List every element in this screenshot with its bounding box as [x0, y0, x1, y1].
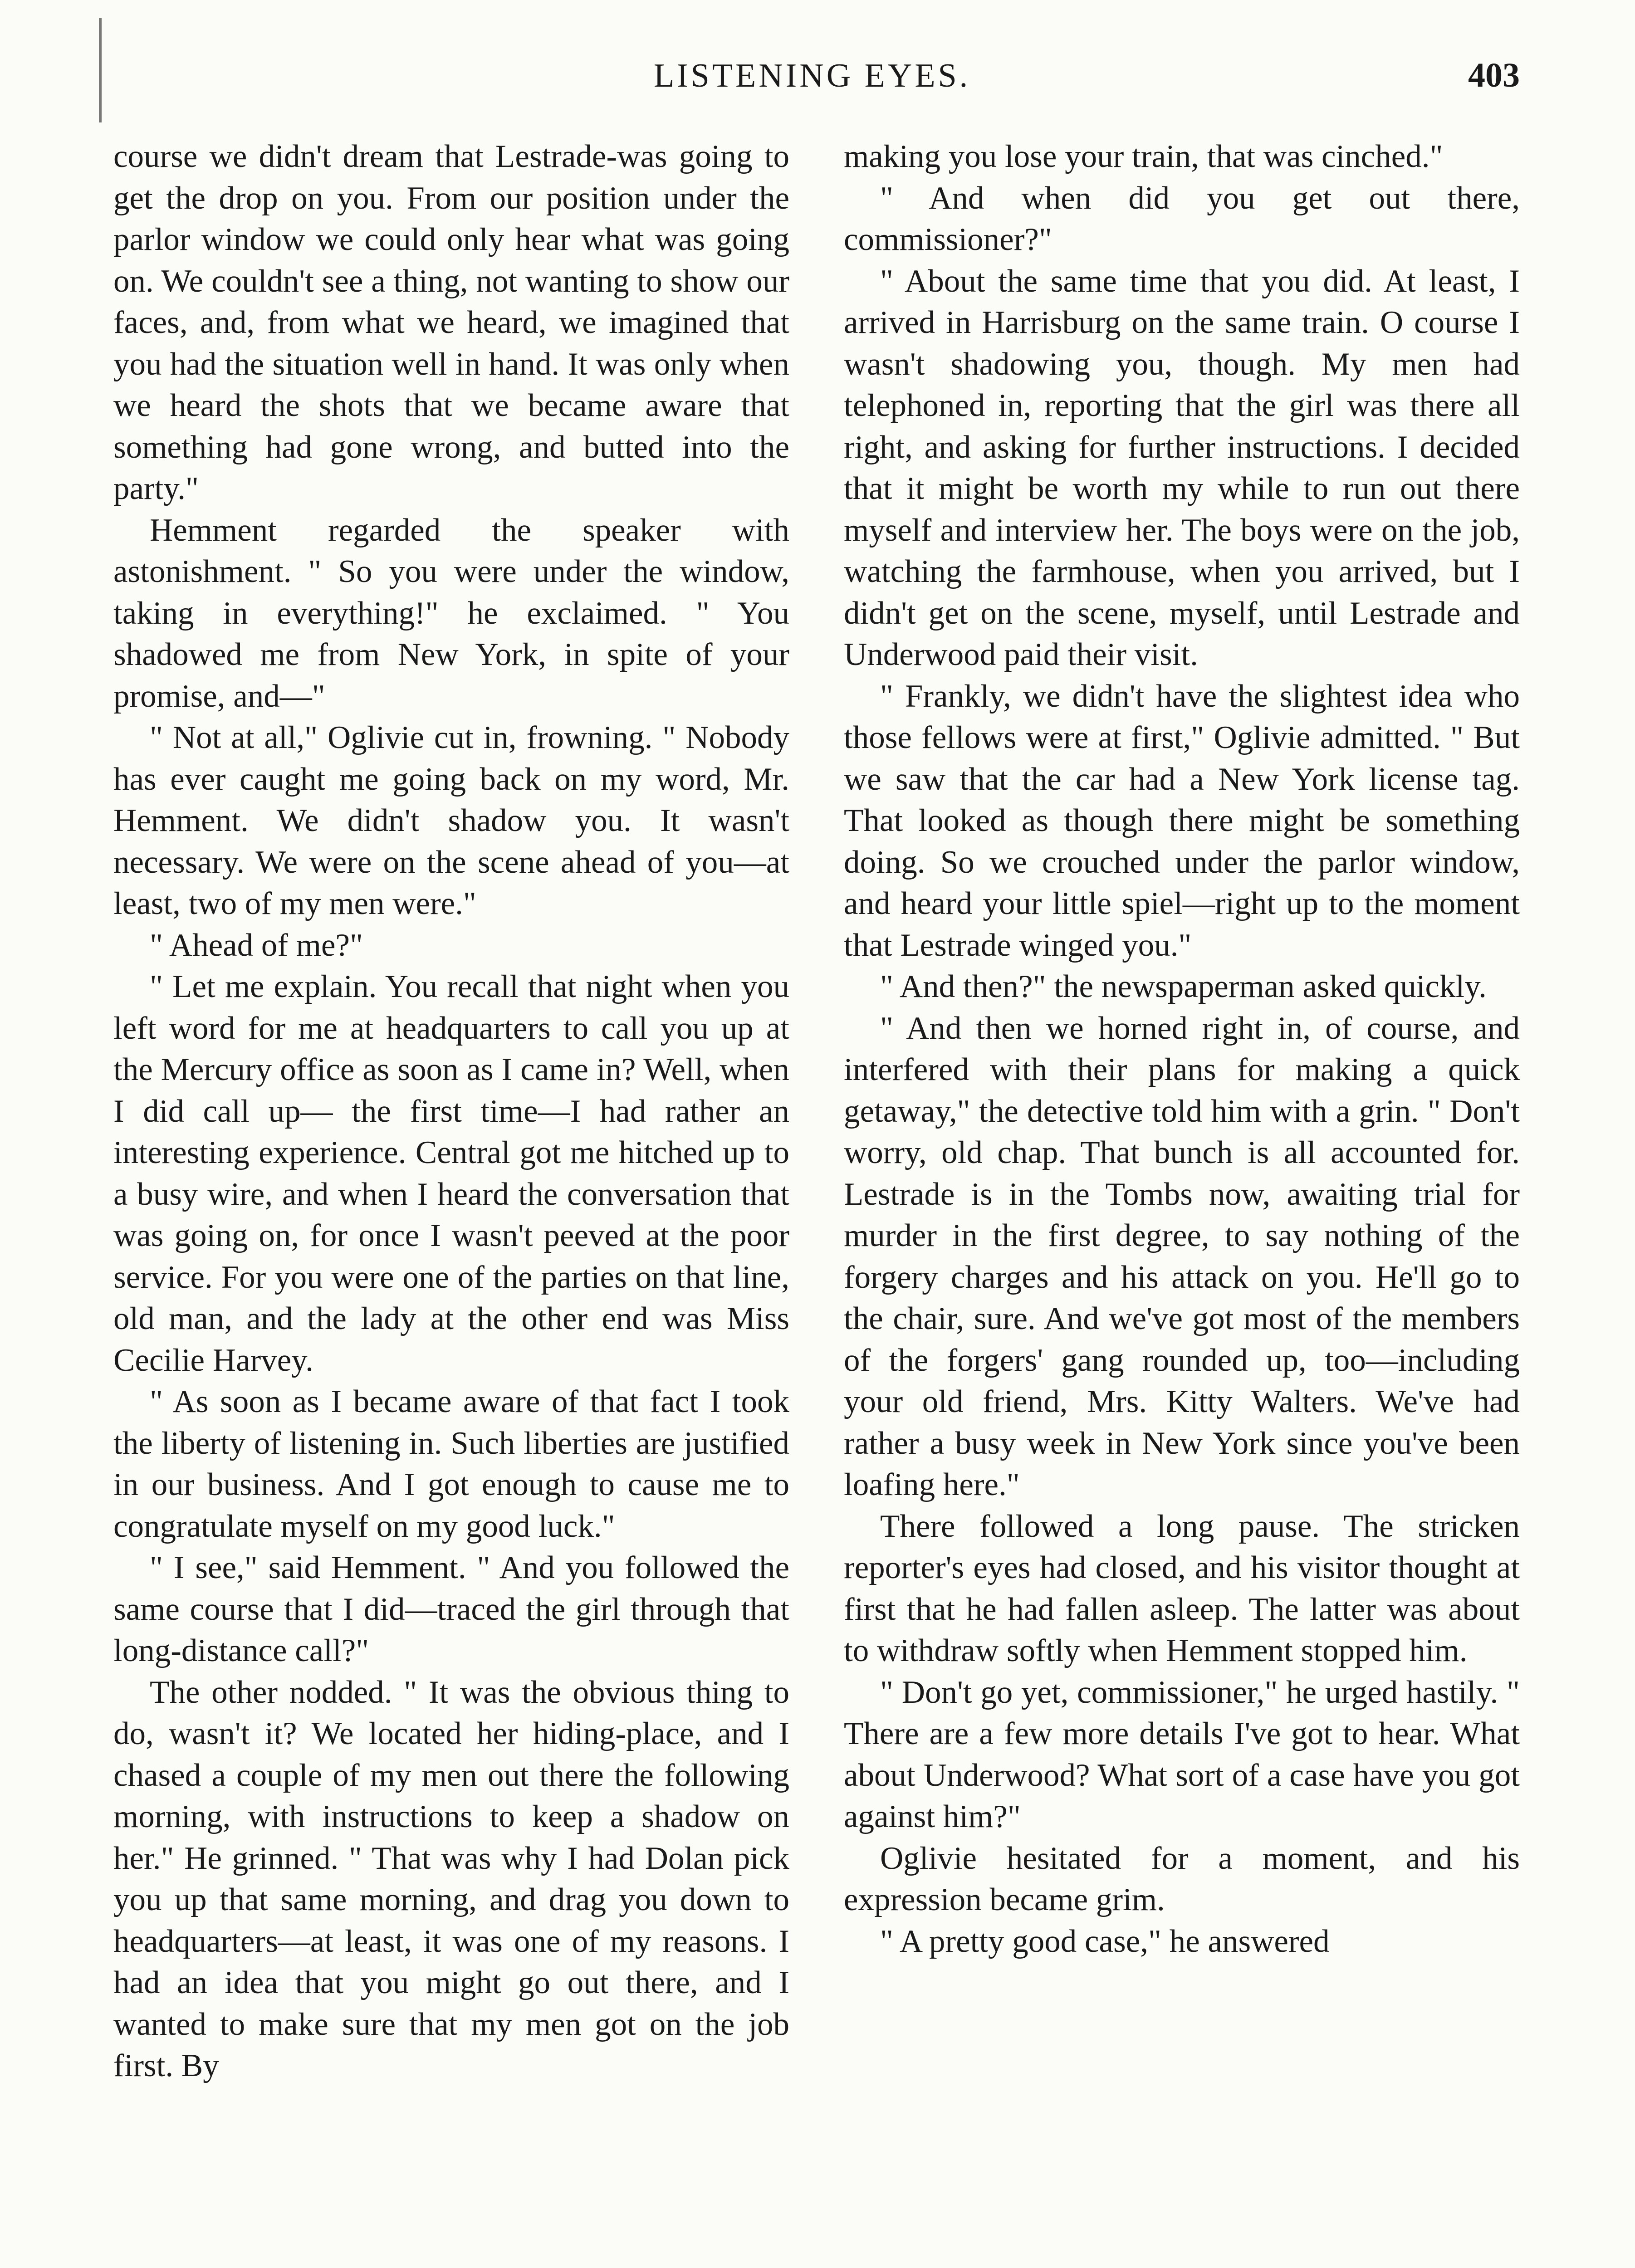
margin-mark: [99, 18, 102, 122]
page-header: [104, 52, 1520, 107]
paragraph: " And then we horned right in, of course, and interfered with their plans for making a quick getaway," the detective told him with a grin. " Don't worry, old chap. That bunch is all accounted for. Lestrade is in the Tombs now, awaiting trial for murder in the first degree, to say nothing of the forgery charges and his attack on you. He'll go to the chair, sure. And we've got most of the members of the forgers' gang rounded up, too—including your old friend, Mrs. Kitty Walters. We've had rather a busy week in New York since you've been loafing here.": [844, 1010, 1520, 1502]
page-number: 403: [1468, 56, 1520, 94]
paragraph: " As soon as I became aware of that fact I took the liberty of listening in. Such liberties are justified in our business. And I got enough to cause me to congratulate myself on my good luck.": [113, 1384, 789, 1544]
paragraph: " Ahead of me?": [150, 927, 363, 963]
text-columns: [113, 136, 1520, 2268]
paragraph: Hemment regarded the speaker with astonishment. " So you were under the window, taking in everything!" he exclaimed. " You shadowed me from New York, in spite of your promise, and—": [113, 512, 789, 714]
paragraph: The other nodded. " It was the obvious thing to do, wasn't it? We located her hiding-place, and I chased a couple of my men out there the following morning, with instructions to keep a shadow on her." He grinned. " That was why I had Dolan pick you up that same morning, and drag you down to headquarters—at least, it was one of my reasons. I had an idea that you might go out there, and I wanted to make sure that my men got on the job first. By: [113, 1674, 789, 2083]
paragraph: " And when did you get out there, commissioner?": [844, 180, 1520, 257]
paragraph: Oglivie hesitated for a moment, and his expression became grim.: [844, 1840, 1520, 1917]
paragraph: making you lose your train, that was cinched.": [844, 139, 1443, 174]
paragraph: course we didn't dream that Lestrade-was going to get the drop on you. From our position under the parlor window we could only hear what was going on. We couldn't see a thing, not wanting to show our faces, and, from what we heard, we imagined that you had the situation well in hand. It was only when we heard the shots that we became aware that something had gone wrong, and butted into the party.": [113, 139, 789, 506]
paragraph: " Frankly, we didn't have the slightest idea who those fellows were at first," Oglivie admitted. " But we saw that the car had a New York license tag. That looked as though there might be something doing. So we crouched under the parlor window, and heard your little spiel—right up to the moment that Lestrade winged you.": [844, 678, 1520, 963]
paragraph: " I see," said Hemment. " And you followed the same course that I did—traced the girl through that long-distance call?": [113, 1550, 789, 1668]
paragraph: " About the same time that you did. At least, I arrived in Harrisburg on the same train. O course I wasn't shadowing you, though. My men had telephoned in, reporting that the girl was there all right, and asking for further instructions. I decided that it might be worth my while to run out there myself and interview her. The boys were on the job, watching the farmhouse, when you arrived, but I didn't get on the scene, myself, until Lestrade and Underwood paid their visit.: [844, 263, 1520, 672]
paragraph: " A pretty good case," he answered: [880, 1923, 1330, 1959]
paragraph: " Not at all," Oglivie cut in, frowning. " Nobody has ever caught me going back on my word, Mr. Hemment. We didn't shadow you. It wasn't necessary. We were on the scene ahead of you—at least, two of my men were.": [113, 720, 789, 921]
paragraph: " And then?" the newspaperman asked quickly.: [880, 969, 1487, 1004]
paragraph: " Let me explain. You recall that night when you left word for me at headquarters to call you up at the Mercury office as soon as I came in? Well, when I did call up— the first time—I had rather an interesting experience. Central got me hitched up to a busy wire, and when I heard the conversation that was going on, for once I wasn't peeved at the poor service. For you were one of the parties on that line, old man, and the lady at the other end was Miss Cecilie Harvey.: [113, 969, 789, 1378]
paragraph: " Don't go yet, commissioner," he urged hastily. " There are a few more details I've got to hear. What about Underwood? What sort of a case have you got against him?": [844, 1674, 1520, 1834]
right-column: [844, 136, 1520, 2268]
running-title: LISTENING EYES.: [653, 57, 971, 94]
left-column: [113, 136, 789, 2268]
paragraph: There followed a long pause. The stricken reporter's eyes had closed, and his visitor thought at first that he had fallen asleep. The latter was about to withdraw softly when Hemment stopped him.: [844, 1508, 1520, 1668]
